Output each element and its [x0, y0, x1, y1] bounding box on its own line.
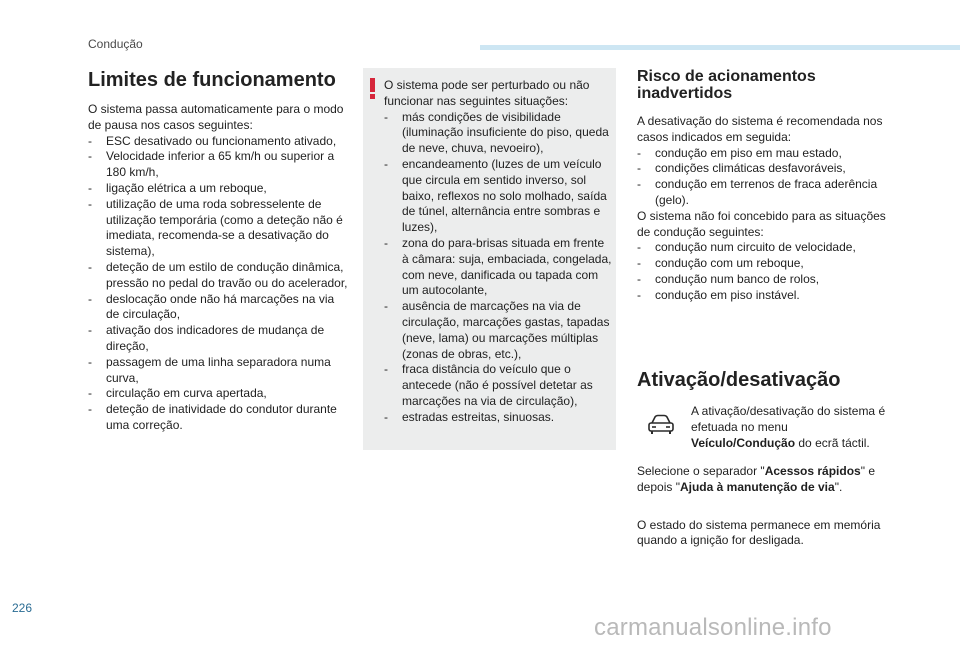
car-icon: [647, 414, 675, 436]
list-item: - fraca distância do veículo que o antecede (não é possível detetar as marcações na via de circulação),: [384, 362, 614, 409]
section-label: Condução: [88, 37, 143, 51]
exclamation-warning-icon: [367, 78, 378, 100]
header-accent-bar: [480, 45, 960, 50]
risk-intro-2: O sistema não foi concebido para as situações de condução seguintes:: [637, 208, 886, 239]
risk-list-2: [637, 240, 899, 303]
limits-title: Limites de funcionamento: [88, 69, 336, 91]
list-item: - estradas estreitas, sinuosas.: [384, 410, 614, 426]
activation-select-text: [637, 464, 899, 496]
warning-intro: O sistema pode ser perturbado ou não funcionar nas seguintes situações:: [384, 78, 590, 108]
risk-title-line2: inadvertidos: [637, 85, 733, 102]
menu-driving: Condução: [736, 435, 796, 450]
activation-menu-row: [637, 404, 899, 452]
risk-title: [637, 68, 899, 102]
activation-menu-text: [691, 404, 891, 451]
risk-section: [637, 68, 899, 304]
warning-list: [384, 110, 614, 426]
warning-box: [363, 68, 616, 450]
page-number: 226: [12, 601, 33, 615]
activation-text-after: do ecrã táctil.: [795, 435, 870, 450]
risk-title-line1: Risco de acionamentos: [637, 68, 816, 85]
list-item: - ativação dos indicadores de mudança de direção,: [88, 323, 350, 355]
list-item: - condução em terrenos de fraca aderência (gelo).: [637, 177, 899, 209]
quick-access-tab: Acessos rápidos: [764, 464, 861, 478]
list-item: - condução num circuito de velocidade,: [637, 240, 899, 256]
lane-keeping-item: Ajuda à manutenção de via: [679, 479, 835, 494]
list-item: - condução com um reboque,: [637, 256, 899, 272]
list-item: - ausência de marcações na via de circulação, marcações gastas, tapadas (neve, lama) ou marcações múltiplas (zonas de obras, etc.),: [384, 299, 614, 362]
list-item: - condução em piso instável.: [637, 288, 899, 304]
menu-separator: /: [733, 435, 737, 450]
limits-list: [88, 134, 350, 434]
list-item: - deteção de inatividade do condutor durante uma correção.: [88, 402, 350, 434]
list-item: - condução em piso em mau estado,: [637, 146, 899, 162]
list-item: - passagem de uma linha separadora numa curva,: [88, 355, 350, 387]
list-item: - deteção de um estilo de condução dinâmica, pressão no pedal do travão ou do acelerador,: [88, 260, 350, 292]
list-item: - condução num banco de rolos,: [637, 272, 899, 288]
activation-text-before: A ativação/desativação do sistema é efetuada no menu: [691, 404, 886, 434]
activation-section: [637, 368, 899, 549]
list-item: - circulação em curva apertada,: [88, 386, 350, 402]
limits-intro: O sistema passa automaticamente para o modo de pausa nos casos seguintes:: [88, 102, 344, 132]
activation-memory-note: O estado do sistema permanece em memória quando a ignição for desligada.: [637, 517, 881, 548]
list-item: - ligação elétrica a um reboque,: [88, 181, 350, 197]
list-item: - ESC desativado ou funcionamento ativado,: [88, 134, 350, 150]
list-item: - Velocidade inferior a 65 km/h ou superior a 180 km/h,: [88, 149, 350, 181]
list-item: - encandeamento (luzes de um veículo que circula em sentido inverso, sol baixo, reflexos no solo molhado, saída de túnel, alternância entre sombras e luzes),: [384, 157, 614, 236]
risk-list-1: [637, 146, 899, 209]
list-item: - utilização de uma roda sobresselente de utilização temporária (como a deteção não é imediata, recomenda-se a desativação do sistema),: [88, 197, 350, 260]
select-prefix: Selecione o separador ": [637, 464, 765, 478]
list-item: - zona do para-brisas situada em frente à câmara: suja, embaciada, congelada, com neve, danificada ou tapada com um autocolante,: [384, 236, 614, 299]
list-item: - deslocação onde não há marcações na via de circulação,: [88, 292, 350, 324]
select-suffix: ".: [834, 479, 843, 494]
select-mid: " e depois ": [637, 464, 876, 494]
risk-intro: A desativação do sistema é recomendada nos casos indicados em seguida:: [637, 114, 883, 144]
activation-title: Ativação/desativação: [637, 369, 841, 391]
watermark: carmanualsonline.info: [594, 614, 832, 641]
list-item: - condições climáticas desfavoráveis,: [637, 161, 899, 177]
menu-vehicle: Veículo: [691, 435, 734, 450]
limits-section: [88, 68, 350, 434]
list-item: - más condições de visibilidade (iluminação insuficiente do piso, queda de neve, chuva, nevoeiro),: [384, 110, 614, 157]
